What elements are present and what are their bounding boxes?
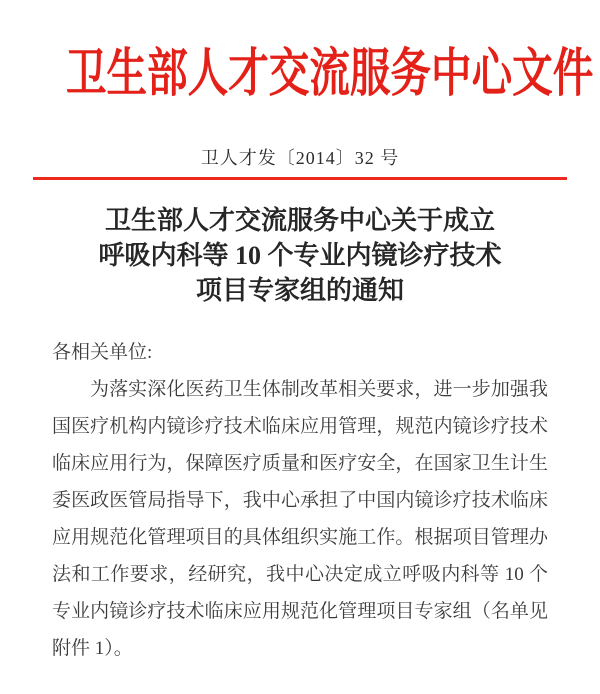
red-divider-rule [33,177,567,180]
salutation: 各相关单位: [52,342,153,363]
body-paragraph-line: 法和工作要求，经研究，我中心决定成立呼吸内科等 10 个 [52,564,548,585]
body-paragraph-line: 应用规范化管理项目的具体组织实施工作。根据项目管理办 [52,527,548,548]
document-number: 卫人才发〔2014〕32 号 [200,148,400,168]
body-paragraph-line: 国医疗机构内镜诊疗技术临床应用管理，规范内镜诊疗技术 [52,416,548,437]
document-body [52,334,548,667]
document-title-line-1: 卫生部人才交流服务中心关于成立 [104,206,495,235]
body-paragraph-line: 委医政医管局指导下，我中心承担了中国内镜诊疗技术临床 [52,490,548,511]
body-paragraph-line: 专业内镜诊疗技术临床应用规范化管理项目专家组（名单见 [52,601,548,622]
body-paragraph-line: 临床应用行为，保障医疗质量和医疗安全，在国家卫生计生 [52,453,548,474]
body-paragraph-line: 为落实深化医药卫生体制改革相关要求，进一步加强我 [90,379,548,400]
document-title-line-3: 项目专家组的通知 [195,276,404,305]
document-title [0,203,600,308]
document-title-line-2: 呼吸内科等 10 个专业内镜诊疗技术 [98,241,502,270]
red-letterhead-title: 卫生部人才交流服务中心文件 [66,46,594,103]
body-paragraph-last-line: 附件 1）。 [52,638,133,659]
